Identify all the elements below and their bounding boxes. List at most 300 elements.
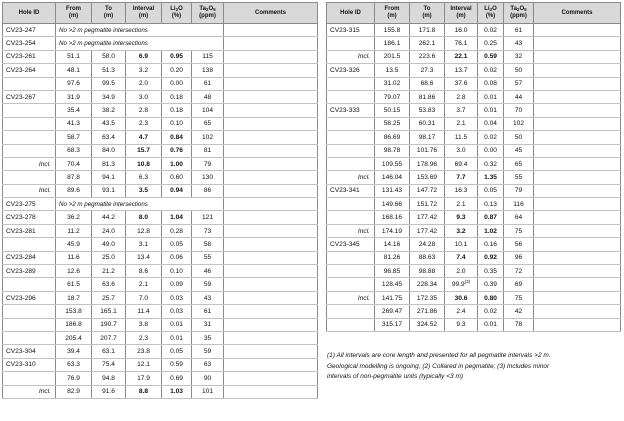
interval-cell — [445, 184, 478, 197]
comments-cell — [534, 251, 621, 264]
from-cell: 11.6 — [56, 251, 92, 264]
li2o-cell: 0.01 — [162, 318, 192, 331]
li2o-cell: 0.00 — [478, 144, 504, 157]
interval-value: 8.6 — [138, 267, 149, 275]
interval-value: 30.6 — [454, 294, 468, 302]
hole-id-cell — [327, 318, 375, 331]
comments-cell — [224, 64, 318, 77]
table-row — [3, 24, 318, 37]
hole-id-cell: CV23-261 — [3, 50, 56, 63]
hole-id-cell: CV23-284 — [3, 251, 56, 264]
to-cell: 171.8 — [410, 24, 445, 37]
from-cell: 98.78 — [375, 144, 410, 157]
interval-cell — [445, 278, 478, 291]
from-cell: 87.8 — [56, 171, 92, 184]
header-from: From (m) — [375, 3, 410, 24]
interval-cell — [445, 318, 478, 331]
li2o-cell: 0.00 — [162, 77, 192, 90]
comments-cell — [534, 37, 621, 50]
interval-cell — [126, 171, 162, 184]
hole-id-cell: Incl. — [327, 291, 375, 304]
footnote — [327, 351, 619, 383]
interval-cell — [445, 77, 478, 90]
interval-value: 9.3 — [456, 214, 466, 222]
table-row — [3, 305, 318, 318]
interval-cell — [445, 64, 478, 77]
ta2o5-cell: 55 — [504, 171, 534, 184]
comments-cell — [534, 291, 621, 304]
interval-cell — [445, 144, 478, 157]
footnote-marker: (3) — [464, 279, 471, 285]
table-row — [327, 131, 621, 144]
interval-cell — [126, 50, 162, 63]
hole-id-cell: Incl. — [3, 385, 56, 398]
table-row — [327, 157, 621, 170]
interval-value: 8.8 — [138, 388, 149, 396]
comments-cell — [534, 104, 621, 117]
table-row — [327, 90, 621, 103]
to-cell: 271.86 — [410, 305, 445, 318]
li2o-cell: 0.01 — [478, 90, 504, 103]
drill-results-table-left — [2, 2, 318, 399]
to-cell: 228.34 — [410, 278, 445, 291]
interval-value: 2.0 — [138, 80, 149, 88]
interval-cell — [126, 291, 162, 304]
interval-cell — [126, 131, 162, 144]
interval-cell — [445, 24, 478, 37]
ta2o5-cell: 48 — [192, 90, 224, 103]
interval-value: 2.8 — [456, 93, 466, 101]
to-cell: 38.2 — [92, 104, 126, 117]
ta2o5-cell: 69 — [504, 278, 534, 291]
ta2o5-cell: 102 — [504, 117, 534, 130]
from-cell: 315.17 — [375, 318, 410, 331]
interval-cell — [126, 90, 162, 103]
to-cell: 207.7 — [92, 331, 126, 344]
hole-id-cell — [3, 238, 56, 251]
to-cell: 190.7 — [92, 318, 126, 331]
from-cell: 174.19 — [375, 224, 410, 237]
to-cell: 101.76 — [410, 144, 445, 157]
comments-cell — [534, 278, 621, 291]
ta2o5-cell: 96 — [504, 251, 534, 264]
interval-value: 2.1 — [456, 120, 466, 128]
interval-cell — [445, 198, 478, 211]
interval-value: 15.7 — [137, 147, 150, 155]
table-row — [3, 90, 318, 103]
li2o-cell: 0.16 — [478, 238, 504, 251]
to-cell: 94.8 — [92, 372, 126, 385]
comments-cell — [534, 171, 621, 184]
comments-cell — [224, 144, 318, 157]
hole-id-cell — [327, 265, 375, 278]
to-cell: 178.96 — [410, 157, 445, 170]
to-cell: 262.1 — [410, 37, 445, 50]
to-cell: 165.1 — [92, 305, 126, 318]
ta2o5-cell: 79 — [192, 157, 224, 170]
ta2o5-cell: 59 — [192, 345, 224, 358]
hole-id-cell — [3, 131, 56, 144]
li2o-cell: 0.28 — [162, 224, 192, 237]
to-cell: 63.1 — [92, 345, 126, 358]
hole-id-cell — [327, 157, 375, 170]
table-row — [327, 24, 621, 37]
table-row — [327, 37, 621, 50]
interval-value: 13.4 — [137, 254, 150, 262]
ta2o5-cell: 104 — [192, 104, 224, 117]
from-cell: 68.3 — [56, 144, 92, 157]
to-cell: 25.7 — [92, 291, 126, 304]
from-cell: 146.04 — [375, 171, 410, 184]
interval-value: 11.5 — [454, 133, 468, 141]
header-comments: Comments — [534, 3, 621, 24]
ta2o5-cell: 55 — [192, 251, 224, 264]
interval-cell — [445, 238, 478, 251]
from-cell: 86.69 — [375, 131, 410, 144]
comments-cell — [224, 184, 318, 197]
from-cell: 81.26 — [375, 251, 410, 264]
hole-id-cell — [3, 331, 56, 344]
table-row — [327, 238, 621, 251]
from-cell: 186.1 — [375, 37, 410, 50]
ta2o5-cell: 57 — [504, 77, 534, 90]
hole-id-cell: Incl. — [3, 184, 56, 197]
interval-value: 2.1 — [138, 281, 149, 289]
to-cell: 151.72 — [410, 198, 445, 211]
table-row — [3, 157, 318, 170]
ta2o5-cell: 31 — [192, 318, 224, 331]
footnote-line: (1) All intervals are core length and presented for all pegmatite intervals >2 m. — [327, 352, 551, 359]
from-cell: 13.5 — [375, 64, 410, 77]
from-cell: 45.9 — [56, 238, 92, 251]
table-row — [327, 184, 621, 197]
ta2o5-cell: 70 — [504, 104, 534, 117]
from-cell: 48.1 — [56, 64, 92, 77]
from-cell: 41.3 — [56, 117, 92, 130]
li2o-cell: 1.02 — [478, 224, 504, 237]
ta2o5-cell: 81 — [192, 144, 224, 157]
li2o-cell: 0.02 — [478, 64, 504, 77]
comments-cell — [534, 90, 621, 103]
ta2o5-cell: 43 — [192, 291, 224, 304]
to-cell: 60.31 — [410, 117, 445, 130]
interval-cell — [445, 104, 478, 117]
table-row — [327, 117, 621, 130]
hole-id-cell — [3, 77, 56, 90]
comments-cell — [534, 184, 621, 197]
interval-value: 3.2 — [138, 66, 149, 74]
from-cell: 131.43 — [375, 184, 410, 197]
interval-cell — [445, 224, 478, 237]
li2o-cell: 0.05 — [162, 238, 192, 251]
note-cell: No >2 m pegmatite intersections — [56, 37, 224, 50]
header-to: To (m) — [92, 3, 126, 24]
table-row — [327, 278, 621, 291]
comments-cell — [224, 331, 318, 344]
table-row — [3, 224, 318, 237]
comments-cell — [224, 117, 318, 130]
from-cell: 269.47 — [375, 305, 410, 318]
table-row — [3, 385, 318, 398]
hole-id-cell — [327, 117, 375, 130]
table-row — [3, 265, 318, 278]
table-row — [3, 372, 318, 385]
interval-cell — [445, 157, 478, 170]
li2o-cell: 0.76 — [162, 144, 192, 157]
from-cell: 63.3 — [56, 358, 92, 371]
ta2o5-cell: 58 — [192, 238, 224, 251]
to-cell: 68.6 — [410, 77, 445, 90]
table-row — [3, 77, 318, 90]
comments-cell — [224, 50, 318, 63]
interval-cell — [126, 372, 162, 385]
li2o-cell: 1.35 — [478, 171, 504, 184]
comments-cell — [534, 64, 621, 77]
li2o-cell: 0.18 — [162, 104, 192, 117]
li2o-cell: 1.03 — [162, 385, 192, 398]
comments-cell — [224, 104, 318, 117]
hole-id-cell — [327, 211, 375, 224]
hole-id-cell: CV23-304 — [3, 345, 56, 358]
ta2o5-cell: 78 — [504, 318, 534, 331]
table-row — [327, 50, 621, 63]
table-row — [3, 50, 318, 63]
interval-cell — [126, 211, 162, 224]
comments-cell — [534, 198, 621, 211]
ta2o5-cell: 138 — [192, 64, 224, 77]
hole-id-cell — [327, 305, 375, 318]
from-cell: 50.15 — [375, 104, 410, 117]
hole-id-cell: CV23-254 — [3, 37, 56, 50]
comments-cell — [534, 318, 621, 331]
interval-value: 17.9 — [137, 374, 150, 382]
li2o-cell: 0.02 — [478, 131, 504, 144]
hole-id-cell: CV23-326 — [327, 64, 375, 77]
interval-value: 6.9 — [138, 53, 149, 61]
interval-cell — [126, 77, 162, 90]
hole-id-cell: CV23-281 — [3, 224, 56, 237]
from-cell: 205.4 — [56, 331, 92, 344]
header-row — [327, 3, 621, 24]
from-cell: 58.25 — [375, 117, 410, 130]
interval-cell — [445, 211, 478, 224]
interval-cell — [126, 345, 162, 358]
interval-value: 99.9 — [451, 281, 465, 289]
to-cell: 84.0 — [92, 144, 126, 157]
from-cell: 11.2 — [56, 224, 92, 237]
interval-cell — [126, 157, 162, 170]
to-cell: 81.3 — [92, 157, 126, 170]
table-row — [3, 117, 318, 130]
hole-id-cell — [327, 251, 375, 264]
to-cell: 88.63 — [410, 251, 445, 264]
to-cell: 49.0 — [92, 238, 126, 251]
header-hole-id: Hole ID — [327, 3, 375, 24]
to-cell: 98.17 — [410, 131, 445, 144]
footnote-line: Geological modelling is ongoing; (2) Collared in pegmatite; (3) Includes minor — [327, 362, 550, 370]
interval-value: 3.8 — [138, 321, 149, 329]
ta2o5-cell: 50 — [504, 131, 534, 144]
from-cell: 149.66 — [375, 198, 410, 211]
note-cell: No >2 m pegmatite intersections — [56, 24, 224, 37]
to-cell: 153.69 — [410, 171, 445, 184]
ta2o5-cell: 59 — [192, 278, 224, 291]
table-row — [3, 278, 318, 291]
table-row — [327, 265, 621, 278]
li2o-cell: 0.84 — [162, 131, 192, 144]
to-cell: 223.6 — [410, 50, 445, 63]
to-cell: 63.4 — [92, 131, 126, 144]
comments-cell — [534, 77, 621, 90]
hole-id-cell: CV23-264 — [3, 64, 56, 77]
from-cell: 89.6 — [56, 184, 92, 197]
comments-cell — [224, 157, 318, 170]
hole-id-cell: Incl. — [3, 157, 56, 170]
from-cell: 39.4 — [56, 345, 92, 358]
interval-value: 12.1 — [137, 361, 150, 369]
interval-value: 6.3 — [138, 173, 149, 181]
from-cell: 76.9 — [56, 372, 92, 385]
comments-cell — [224, 385, 318, 398]
table-row — [3, 64, 318, 77]
li2o-cell: 0.87 — [478, 211, 504, 224]
hole-id-cell — [327, 131, 375, 144]
li2o-cell: 0.94 — [162, 184, 192, 197]
comments-cell — [534, 157, 621, 170]
comments-cell — [224, 305, 318, 318]
to-cell: 98.88 — [410, 265, 445, 278]
li2o-cell: 0.06 — [162, 251, 192, 264]
to-cell: 94.1 — [92, 171, 126, 184]
ta2o5-cell: 61 — [192, 77, 224, 90]
to-cell: 44.2 — [92, 211, 126, 224]
hole-id-cell — [3, 171, 56, 184]
hole-id-cell: CV23-289 — [3, 265, 56, 278]
interval-value: 69.4 — [454, 160, 468, 168]
ta2o5-cell: 65 — [192, 117, 224, 130]
comments-cell — [224, 211, 318, 224]
hole-id-cell: Incl. — [327, 50, 375, 63]
li2o-cell: 0.04 — [478, 117, 504, 130]
interval-value: 37.6 — [454, 80, 468, 88]
interval-cell — [445, 50, 478, 63]
comments-cell — [224, 345, 318, 358]
ta2o5-cell: 44 — [504, 90, 534, 103]
table-row — [3, 184, 318, 197]
hole-id-cell — [3, 318, 56, 331]
hole-id-cell: CV23-247 — [3, 24, 56, 37]
ta2o5-cell: 56 — [504, 238, 534, 251]
comments-cell — [224, 198, 318, 211]
interval-cell — [445, 251, 478, 264]
ta2o5-cell: 75 — [504, 291, 534, 304]
to-cell: 93.1 — [92, 184, 126, 197]
li2o-cell: 0.02 — [478, 305, 504, 318]
hole-id-cell — [327, 37, 375, 50]
hole-id-cell: CV23-333 — [327, 104, 375, 117]
interval-value: 2.3 — [138, 120, 149, 128]
to-cell: 177.42 — [410, 224, 445, 237]
comments-cell — [224, 265, 318, 278]
interval-value: 12.8 — [137, 227, 150, 235]
hole-id-cell — [3, 305, 56, 318]
hole-id-cell — [327, 198, 375, 211]
table-row — [3, 345, 318, 358]
comments-cell — [534, 305, 621, 318]
comments-cell — [534, 117, 621, 130]
ta2o5-cell: 50 — [504, 64, 534, 77]
hole-id-cell — [3, 144, 56, 157]
header-hole-id: Hole ID — [3, 3, 56, 24]
comments-cell — [534, 265, 621, 278]
comments-cell — [534, 131, 621, 144]
to-cell: 53.83 — [410, 104, 445, 117]
to-cell: 27.3 — [410, 64, 445, 77]
from-cell: 97.6 — [56, 77, 92, 90]
comments-cell — [224, 37, 318, 50]
from-cell: 153.8 — [56, 305, 92, 318]
ta2o5-cell: 130 — [192, 171, 224, 184]
header-li2o: $Li_2O$ (%) — [162, 3, 192, 24]
comments-cell — [534, 50, 621, 63]
ta2o5-cell: 79 — [504, 184, 534, 197]
from-cell: 51.1 — [56, 50, 92, 63]
comments-cell — [224, 77, 318, 90]
ta2o5-cell: 46 — [192, 265, 224, 278]
ta2o5-cell: 115 — [192, 50, 224, 63]
ta2o5-cell: 90 — [192, 372, 224, 385]
ta2o5-cell: 35 — [192, 331, 224, 344]
hole-id-cell — [327, 90, 375, 103]
hole-id-cell: CV23-296 — [3, 291, 56, 304]
comments-cell — [224, 372, 318, 385]
to-cell: 91.6 — [92, 385, 126, 398]
to-cell: 24.28 — [410, 238, 445, 251]
ta2o5-cell: 73 — [192, 224, 224, 237]
li2o-cell: 0.35 — [478, 265, 504, 278]
to-cell: 81.86 — [410, 90, 445, 103]
table-row — [327, 318, 621, 331]
table-row — [327, 251, 621, 264]
li2o-cell: 0.20 — [162, 64, 192, 77]
li2o-cell: 0.59 — [162, 358, 192, 371]
from-cell: 141.75 — [375, 291, 410, 304]
interval-value: 2.4 — [456, 307, 466, 315]
interval-cell — [445, 291, 478, 304]
interval-cell — [445, 90, 478, 103]
li2o-cell: 0.01 — [478, 318, 504, 331]
table-row — [3, 358, 318, 371]
table-row — [3, 37, 318, 50]
interval-value: 10.8 — [137, 160, 150, 168]
table-row — [3, 131, 318, 144]
li2o-cell: 0.32 — [478, 157, 504, 170]
from-cell: 18.7 — [56, 291, 92, 304]
li2o-cell: 0.60 — [162, 171, 192, 184]
li2o-cell: 0.01 — [162, 331, 192, 344]
interval-value: 2.8 — [138, 107, 149, 115]
comments-cell — [224, 24, 318, 37]
table-row — [327, 198, 621, 211]
comments-cell — [534, 224, 621, 237]
hole-id-cell: CV23-315 — [327, 24, 375, 37]
hole-id-cell: Incl. — [327, 224, 375, 237]
to-cell: 51.3 — [92, 64, 126, 77]
comments-cell — [224, 291, 318, 304]
interval-value: 23.8 — [137, 348, 150, 356]
to-cell: 24.0 — [92, 224, 126, 237]
interval-value: 16.3 — [454, 187, 468, 195]
